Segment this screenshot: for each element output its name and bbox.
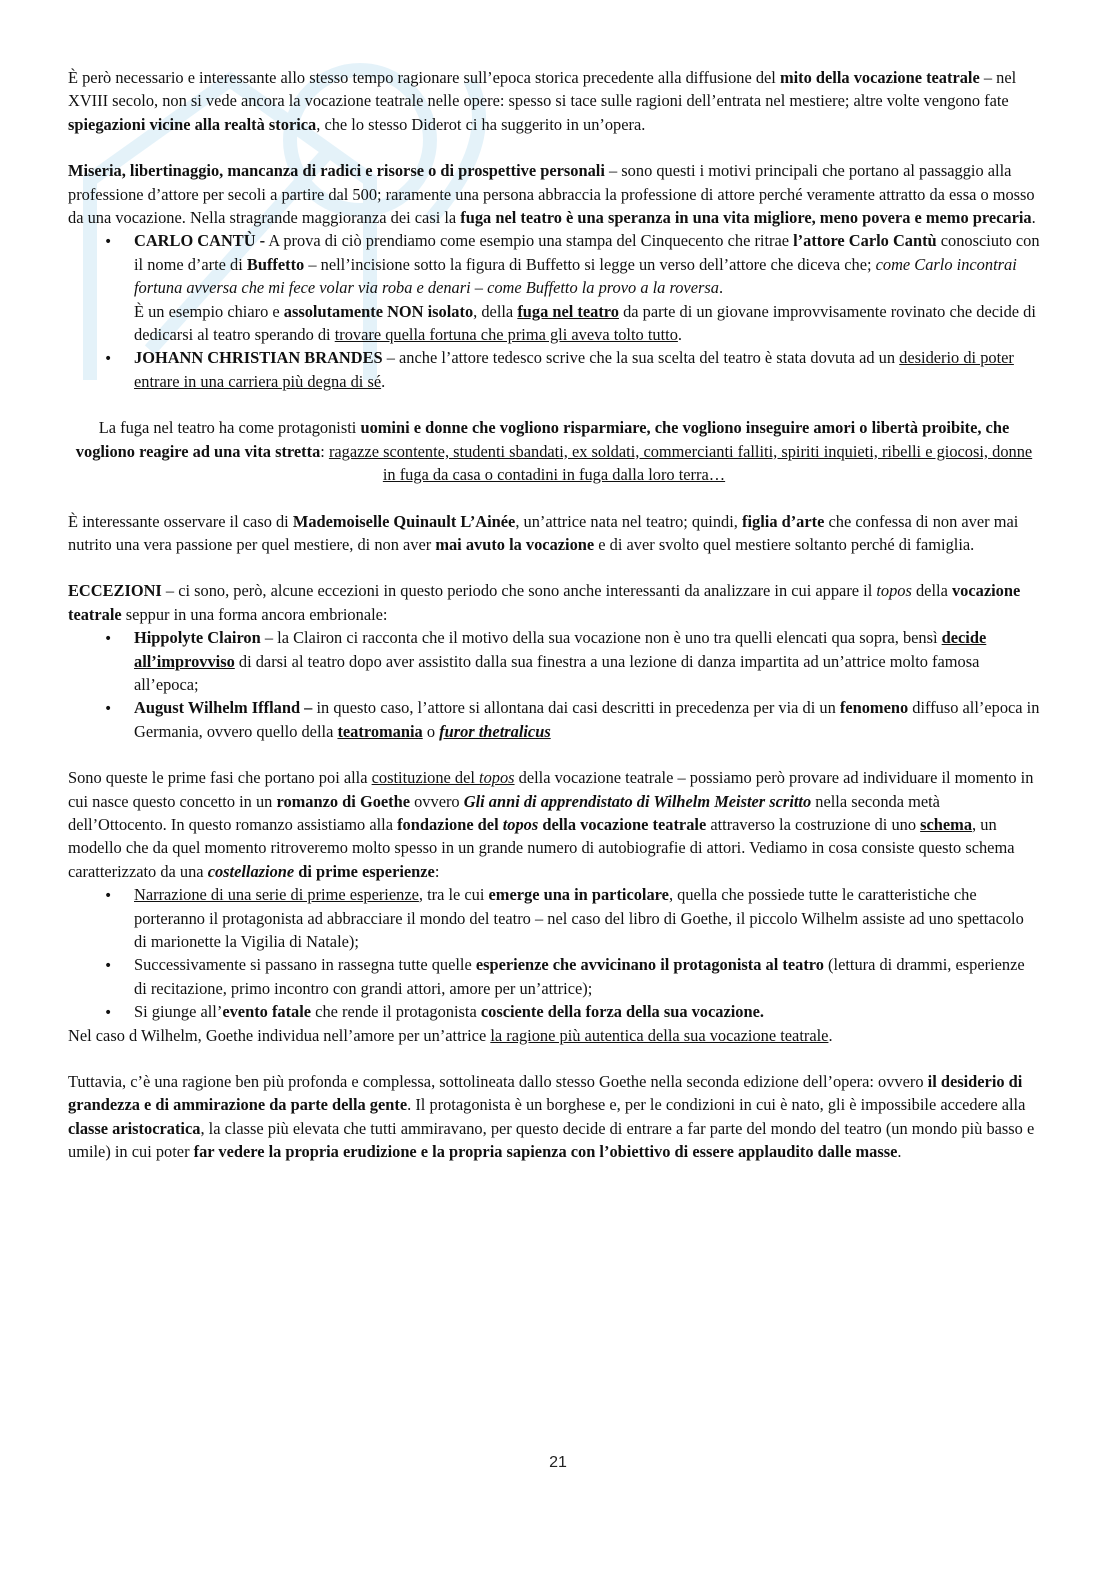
bullet-icon — [104, 346, 112, 371]
list-item: • August Wilhelm Iffland – in questo caso, l’attore si allontana dai casi descritti in precedenza per via di un fenomeno diffuso all’epoca in Germania, ovvero quello della teatromania o furor thetralicus — [134, 696, 1040, 743]
document-body — [68, 66, 1040, 1187]
bullet-icon — [104, 696, 112, 721]
paragraph: È interessante osservare il caso di Mademoiselle Quinault L’Ainée, un’attrice nata nel teatro; quindi, figlia d’arte che confessa di non aver mai nutrito una vera passione per quel mestiere, di non aver mai avuto la vocazione e di aver svolto quel mestiere soltanto perché di famiglia. — [68, 511, 1019, 554]
bullet-icon — [104, 1000, 112, 1025]
bullet-icon — [104, 229, 112, 254]
list-item: • JOHANN CHRISTIAN BRANDES – anche l’attore tedesco scrive che la sua scelta del teatro è stata dovuta ad un desiderio di poter entrare in una carriera più degna di sé. — [134, 346, 1040, 393]
paragraph: Sono queste le prime fasi che portano poi alla costituzione del topos della vocazione teatrale – possiamo però provare ad individuare il momento in cui nasce questo concetto in un romanzo di Goethe ovvero Gli anni di apprendistato di Wilhelm Meister scritto nella seconda metà dell’Ottocento. In questo romanzo assistiamo alla fondazione del topos della vocazione teatrale attraverso la costruzione di uno schema, un modello che da quel momento ritroveremo molto spesso in un grande numero di autobiografie di attori. Vediamo in cosa consiste questo schema caratterizzato da una costellazione di prime esperienze: — [68, 768, 1034, 881]
list-item: • Narrazione di una serie di prime esperienze, tra le cui emerge una in particolare, quella che possiede tutte le caratteristiche che porteranno il protagonista ad abbracciare il mondo del teatro – nel caso del libro di Goethe, il piccolo Wilhelm assiste ad uno spettacolo di marionette la Vigilia di Natale); — [134, 883, 1040, 953]
bullet-icon — [104, 883, 112, 908]
bullet-icon — [104, 626, 112, 651]
list-item: • Successivamente si passano in rassegna tutte quelle esperienze che avvicinano il protagonista al teatro (lettura di drammi, esperienze di recitazione, primo incontro con grandi attori, amore per un’attrice); — [134, 953, 1040, 1000]
list-item: • Si giunge all’evento fatale che rende il protagonista cosciente della forza della sua vocazione. — [134, 1000, 1040, 1023]
paragraph: Miseria, libertinaggio, mancanza di radici e risorse o di prospettive personali – sono questi i motivi principali che portano al passaggio alla professione d’attore per secoli a partire dal 500; raramente una persona abbraccia la professione di attore perché veramente attratto da essa o mosso da una vocazione. Nella stragrande maggioranza dei casi la fuga nel teatro è una speranza in una vita migliore, meno povera e memo precaria. — [68, 161, 1036, 228]
paragraph: Tuttavia, c’è una ragione ben più profonda e complessa, sottolineata dallo stesso Goethe nella seconda edizione dell’opera: ovvero il desiderio di grandezza e di ammirazione da parte della gente. Il protagonista è un borghese e, per le condizioni in cui è nato, gli è impossibile accedere alla classe aristocratica, la classe più elevata che tutti ammiravano, per questo decide di entrare a far parte del mondo del teatro (un mondo più basso e umile) in cui poter far vedere la propria erudizione e la propria sapienza con l’obiettivo di essere applaudito dalle masse. — [68, 1072, 1035, 1162]
bullet-list — [68, 229, 1040, 393]
bullet-icon — [104, 953, 112, 978]
paragraph: Nel caso d Wilhelm, Goethe individua nell’amore per un’attrice la ragione più autentica della sua vocazione teatrale. — [68, 1025, 833, 1045]
bullet-list — [68, 626, 1040, 743]
bullet-list — [68, 883, 1040, 1023]
paragraph: ECCEZIONI – ci sono, però, alcune eccezioni in questo periodo che sono anche interessanti da analizzare in cui appare il topos della vocazione teatrale seppur in una forma ancora embrionale: — [68, 581, 1021, 624]
paragraph: È però necessario e interessante allo stesso tempo ragionare sull’epoca storica precedente alla diffusione del mito della vocazione teatrale – nel XVIII secolo, non si vede ancora la vocazione teatrale nelle opere: spesso si tace sulle ragioni dell’entrata nel mestiere; altre volte vengono fate spiegazioni vicine alla realtà storica, che lo stesso Diderot ci ha suggerito in un’opera. — [68, 68, 1017, 134]
list-item: • Hippolyte Clairon – la Clairon ci racconta che il motivo della sua vocazione non è uno tra quelli elencati qua sopra, bensì decide all’improvviso di darsi al teatro dopo aver assistito dalla sua finestra a una lezione di danza impartita ad un’attrice molto famosa all’epoca; — [134, 626, 1040, 696]
page-number: 21 — [549, 1454, 567, 1471]
list-item: • CARLO CANTÙ - A prova di ciò prendiamo come esempio una stampa del Cinquecento che ritrae l’attore Carlo Cantù conosciuto con il nome d’arte di Buffetto – nell’incisione sotto la figura di Buffetto si legge un verso dell’attore che diceva che; come Carlo incontrai fortuna avversa che mi fece volar via roba e denari – come Buffetto la provo a la roversa. È un esempio chiaro e assolutamente NON isolato, della fuga nel teatro da parte di un giovane improvvisamente rovinato che decide di dedicarsi al teatro sperando di trovare quella fortuna che prima gli aveva tolto tutto. — [134, 229, 1040, 346]
centered-paragraph: La fuga nel teatro ha come protagonisti uomini e donne che vogliono risparmiare, che vogliono inseguire amori o libertà proibite, che vogliono reagire ad una vita stretta: ragazze scontente, studenti sbandati, ex soldati, commercianti falliti, spiriti inquieti, ribelli e giocosi, donne in fuga da casa o contadini in fuga dalla loro terra… — [75, 418, 1033, 485]
